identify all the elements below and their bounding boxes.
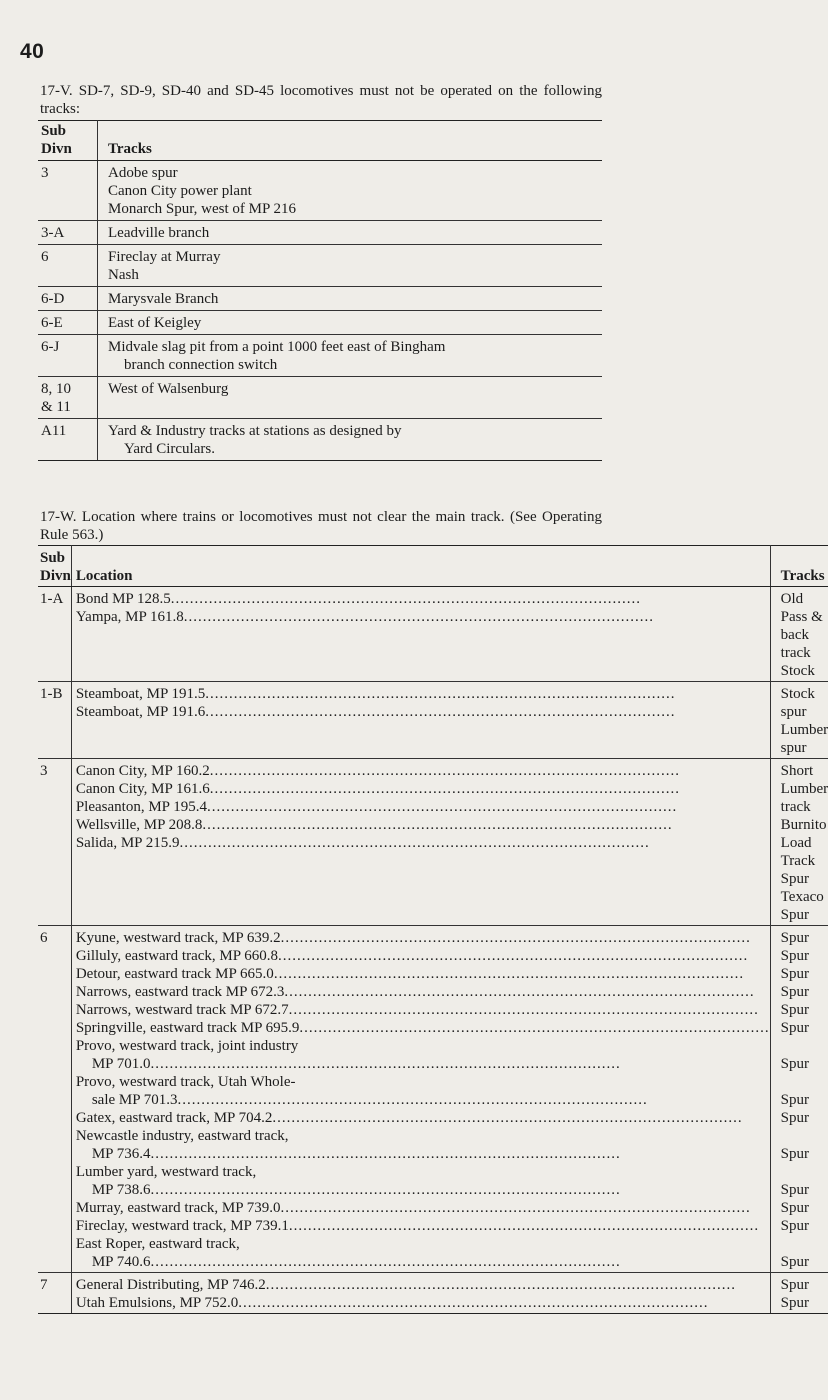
track-line: Yard Circulars. bbox=[124, 441, 215, 457]
spacer bbox=[781, 1163, 828, 1181]
dot-leader bbox=[299, 1019, 769, 1037]
tracks-cell bbox=[770, 1273, 828, 1314]
sub-divn-cell bbox=[38, 221, 98, 245]
location-text: Gatex, eastward track, MP 704.2 bbox=[75, 1110, 273, 1126]
table-row bbox=[38, 926, 828, 1273]
location-text: Narrows, westward track MP 672.7 bbox=[75, 1002, 289, 1018]
location-line: East Roper, eastward track, bbox=[75, 1236, 240, 1252]
sub-divn-cell bbox=[38, 245, 98, 287]
location-text: Bond MP 128.5 bbox=[75, 591, 171, 607]
track-name: Spur bbox=[780, 1002, 810, 1018]
table-row bbox=[38, 335, 602, 377]
location-entry bbox=[76, 685, 770, 703]
dot-leader bbox=[202, 816, 769, 834]
tracks-cell bbox=[98, 287, 603, 311]
location-line: Provo, westward track, joint industry bbox=[75, 1038, 299, 1054]
sub-divn: 7 bbox=[40, 1277, 48, 1293]
dot-leader bbox=[289, 1001, 770, 1019]
location-entry bbox=[76, 1019, 770, 1037]
dot-leader bbox=[171, 590, 770, 608]
track-name: Burnito bbox=[780, 817, 827, 833]
dot-leader bbox=[289, 1217, 770, 1235]
sub-divn: 6-E bbox=[41, 315, 63, 331]
location-entry bbox=[76, 983, 770, 1001]
track-line: Nash bbox=[108, 267, 139, 283]
location-text: MP 736.4 bbox=[91, 1146, 151, 1162]
track-name: Spur bbox=[780, 1218, 810, 1234]
rule-17v-intro: 17-V. SD-7, SD-9, SD-40 and SD-45 locomotives must not be operated on the following tracks: bbox=[40, 83, 602, 117]
track-line: Canon City power plant bbox=[108, 183, 252, 199]
sub-divn-cell bbox=[38, 419, 98, 461]
dot-leader bbox=[150, 1181, 769, 1199]
location-cell bbox=[71, 1273, 770, 1314]
dot-leader bbox=[150, 1253, 769, 1271]
dot-leader bbox=[284, 983, 769, 1001]
tracks-cell bbox=[98, 161, 603, 221]
track-name: Spur bbox=[780, 1110, 810, 1126]
location-text: Yampa, MP 161.8 bbox=[75, 609, 184, 625]
dot-leader bbox=[210, 780, 770, 798]
dot-leader bbox=[150, 1055, 769, 1073]
location-text: Springville, eastward track MP 695.9 bbox=[75, 1020, 300, 1036]
location-text: Pleasanton, MP 195.4 bbox=[75, 799, 207, 815]
sub-divn: 6 bbox=[40, 930, 48, 946]
rule-17w-table bbox=[38, 545, 828, 1314]
location-entry bbox=[76, 834, 770, 852]
location-entry bbox=[76, 965, 770, 983]
tracks-cell bbox=[98, 245, 603, 287]
tracks-cell bbox=[770, 682, 828, 759]
dot-leader bbox=[278, 947, 770, 965]
sub-divn-cell bbox=[38, 1273, 71, 1314]
location-text: Kyune, westward track, MP 639.2 bbox=[75, 930, 281, 946]
location-entry bbox=[76, 1217, 770, 1235]
location-line: Lumber yard, westward track, bbox=[75, 1164, 257, 1180]
track-line: Fireclay at Murray bbox=[108, 249, 221, 265]
spacer bbox=[781, 1127, 828, 1145]
track-name: Stock spur bbox=[780, 686, 815, 720]
table-row bbox=[38, 377, 602, 419]
track-name: Spur bbox=[780, 1056, 810, 1072]
location-entry bbox=[76, 1276, 770, 1294]
location-entry bbox=[76, 1253, 770, 1271]
location-text: sale MP 701.3 bbox=[91, 1092, 178, 1108]
track-name: Spur bbox=[780, 871, 810, 887]
tracks-cell bbox=[98, 335, 603, 377]
location-entry bbox=[76, 1294, 770, 1312]
location-text: Fireclay, westward track, MP 739.1 bbox=[75, 1218, 289, 1234]
location-line: Newcastle industry, eastward track, bbox=[75, 1128, 289, 1144]
sub-divn-cell bbox=[38, 161, 98, 221]
tracks-cell bbox=[98, 311, 603, 335]
sub-divn: 3 bbox=[40, 763, 48, 779]
dot-leader bbox=[281, 929, 770, 947]
tracks-cell bbox=[770, 926, 828, 1273]
track-line: branch connection switch bbox=[124, 357, 278, 373]
track-name: Spur bbox=[780, 984, 810, 1000]
sub-divn-cell bbox=[38, 587, 71, 682]
table-row bbox=[38, 587, 828, 682]
page-number: 40 bbox=[20, 40, 45, 63]
sub-divn: 1-B bbox=[40, 686, 63, 702]
location-text: Canon City, MP 160.2 bbox=[75, 763, 210, 779]
dot-leader bbox=[274, 965, 770, 983]
sub-divn: 3-A bbox=[41, 225, 65, 241]
track-name: Load Track bbox=[780, 835, 816, 869]
table-row bbox=[38, 221, 602, 245]
track-line: Yard & Industry tracks at stations as designed by bbox=[108, 423, 402, 439]
track-name: Short Lumber track bbox=[780, 763, 828, 815]
rule-17w-intro: 17-W. Location where trains or locomotives must not clear the main track. (See Operating Rule 563.) bbox=[40, 509, 602, 543]
table-header bbox=[38, 546, 828, 587]
dot-leader bbox=[178, 1091, 770, 1109]
track-line: Marysvale Branch bbox=[108, 291, 219, 307]
table-row bbox=[38, 419, 602, 461]
track-line: Midvale slag pit from a point 1000 feet east of Bingham bbox=[108, 339, 446, 355]
location-entry bbox=[76, 1145, 770, 1163]
track-name: Old Pass & back track bbox=[780, 591, 823, 661]
track-line: West of Walsenburg bbox=[108, 381, 229, 397]
location-text: Murray, eastward track, MP 739.0 bbox=[75, 1200, 281, 1216]
location-text: MP 740.6 bbox=[91, 1254, 151, 1270]
spacer bbox=[781, 1073, 828, 1091]
sub-divn: 6-D bbox=[41, 291, 65, 307]
sub-divn-cell bbox=[38, 311, 98, 335]
sub-divn: A11 bbox=[41, 423, 67, 439]
track-line: East of Keigley bbox=[108, 315, 202, 331]
track-name: Spur bbox=[780, 1182, 810, 1198]
location-cell bbox=[71, 682, 770, 759]
table-row bbox=[38, 245, 602, 287]
location-text: MP 738.6 bbox=[91, 1182, 151, 1198]
sub-divn: 1-A bbox=[40, 591, 64, 607]
location-entry bbox=[76, 590, 770, 608]
header-tracks: Tracks bbox=[770, 546, 828, 587]
location-entry bbox=[76, 780, 770, 798]
tracks-cell bbox=[770, 759, 828, 926]
location-entry bbox=[76, 703, 770, 721]
location-line: Provo, westward track, Utah Whole- bbox=[75, 1074, 296, 1090]
sub-divn-cell bbox=[38, 335, 98, 377]
dot-leader bbox=[238, 1294, 769, 1312]
tracks-cell bbox=[98, 221, 603, 245]
track-name: Spur bbox=[780, 1200, 810, 1216]
dot-leader bbox=[266, 1276, 770, 1294]
location-text: General Distributing, MP 746.2 bbox=[75, 1277, 266, 1293]
location-entry bbox=[76, 798, 770, 816]
track-name: Spur bbox=[780, 1295, 810, 1311]
location-text: Utah Emulsions, MP 752.0 bbox=[75, 1295, 239, 1311]
table-row bbox=[38, 1273, 828, 1314]
sub-divn-cell bbox=[38, 926, 71, 1273]
dot-leader bbox=[207, 798, 770, 816]
track-name: Texaco Spur bbox=[780, 889, 824, 923]
table-row bbox=[38, 161, 602, 221]
location-text: Steamboat, MP 191.5 bbox=[75, 686, 206, 702]
location-entry bbox=[76, 929, 770, 947]
location-text: Gilluly, eastward track, MP 660.8 bbox=[75, 948, 279, 964]
sub-divn: 8, 10 bbox=[41, 381, 71, 397]
location-cell bbox=[71, 926, 770, 1273]
header-sub-divn: Sub Divn bbox=[38, 546, 71, 587]
location-cell bbox=[71, 759, 770, 926]
track-name: Stock bbox=[780, 663, 815, 679]
location-text: Wellsville, MP 208.8 bbox=[75, 817, 203, 833]
location-entry bbox=[76, 816, 770, 834]
location-entry bbox=[76, 762, 770, 780]
dot-leader bbox=[205, 703, 769, 721]
location-text: Detour, eastward track MP 665.0 bbox=[75, 966, 274, 982]
header-sub-divn: Sub Divn bbox=[38, 121, 98, 161]
dot-leader bbox=[272, 1109, 769, 1127]
sub-divn-cell bbox=[38, 287, 98, 311]
track-line: Monarch Spur, west of MP 216 bbox=[108, 201, 296, 217]
table-header bbox=[38, 121, 602, 161]
track-name: Lumber spur bbox=[780, 722, 828, 756]
track-line: Adobe spur bbox=[108, 165, 178, 181]
location-text: Salida, MP 215.9 bbox=[75, 835, 180, 851]
sub-divn-cont: & 11 bbox=[41, 399, 71, 415]
location-entry bbox=[76, 1199, 770, 1217]
track-line: Leadville branch bbox=[108, 225, 210, 241]
dot-leader bbox=[281, 1199, 770, 1217]
dot-leader bbox=[205, 685, 769, 703]
track-name: Spur bbox=[780, 1146, 810, 1162]
location-entry bbox=[76, 947, 770, 965]
dot-leader bbox=[210, 762, 770, 780]
sub-divn: 6 bbox=[41, 249, 49, 265]
location-cell bbox=[71, 587, 770, 682]
rule-17v-table bbox=[38, 120, 602, 461]
header-location: Location bbox=[71, 546, 770, 587]
tracks-cell bbox=[98, 419, 603, 461]
spacer bbox=[781, 1235, 828, 1253]
location-entry bbox=[76, 1055, 770, 1073]
dot-leader bbox=[179, 834, 769, 852]
table-row bbox=[38, 287, 602, 311]
location-text: MP 701.0 bbox=[91, 1056, 151, 1072]
spacer bbox=[781, 1037, 828, 1055]
location-entry bbox=[76, 1181, 770, 1199]
track-name: Spur bbox=[780, 1092, 810, 1108]
track-name: Spur bbox=[780, 948, 810, 964]
location-entry bbox=[76, 1091, 770, 1109]
header-tracks: Tracks bbox=[98, 121, 603, 161]
track-name: Spur bbox=[780, 966, 810, 982]
table-row bbox=[38, 682, 828, 759]
track-name: Spur bbox=[780, 1277, 810, 1293]
table-row bbox=[38, 311, 602, 335]
location-text: Narrows, eastward track MP 672.3 bbox=[75, 984, 285, 1000]
track-name: Spur bbox=[780, 1020, 810, 1036]
location-entry bbox=[76, 1001, 770, 1019]
location-entry bbox=[76, 608, 770, 626]
tracks-cell bbox=[98, 377, 603, 419]
sub-divn-cell bbox=[38, 377, 98, 419]
location-entry bbox=[76, 1109, 770, 1127]
track-name: Spur bbox=[780, 930, 810, 946]
track-name: Spur bbox=[780, 1254, 810, 1270]
location-text: Canon City, MP 161.6 bbox=[75, 781, 210, 797]
sub-divn-cell bbox=[38, 682, 71, 759]
sub-divn: 6-J bbox=[41, 339, 60, 355]
dot-leader bbox=[184, 608, 770, 626]
sub-divn: 3 bbox=[41, 165, 49, 181]
sub-divn-cell bbox=[38, 759, 71, 926]
location-text: Steamboat, MP 191.6 bbox=[75, 704, 206, 720]
tracks-cell bbox=[770, 587, 828, 682]
table-row bbox=[38, 759, 828, 926]
dot-leader bbox=[150, 1145, 769, 1163]
